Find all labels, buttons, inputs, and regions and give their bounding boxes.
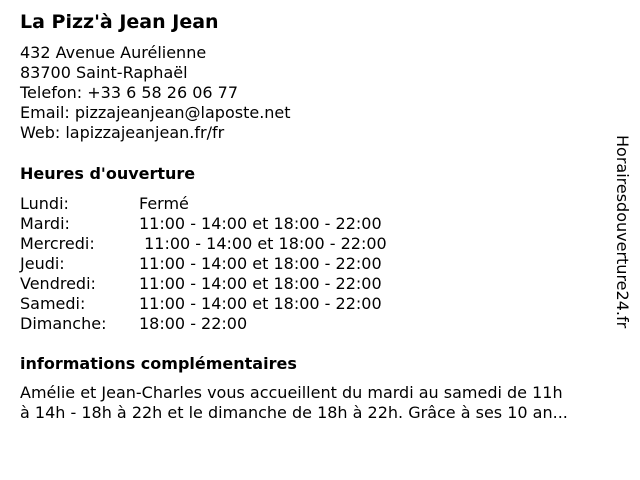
info-title: informations complémentaires [20,354,297,373]
hours-time: 11:00 - 14:00 et 18:00 - 22:00 [139,234,387,253]
info-line: Amélie et Jean-Charles vous accueillent du mardi au samedi de 11h [20,383,563,402]
address-line1: 432 Avenue Aurélienne [20,43,207,62]
hours-row-vendredi [20,274,387,294]
restaurant-name: La Pizz'à Jean Jean [20,11,219,33]
info-description [20,383,620,423]
hours-day: Lundi: [20,194,69,213]
contact-block [20,43,291,143]
site-watermark: Horairesdouverture24.fr [613,135,632,329]
hours-time: 11:00 - 14:00 et 18:00 - 22:00 [139,254,382,273]
hours-time: 11:00 - 14:00 et 18:00 - 22:00 [139,294,382,313]
hours-day: Jeudi: [20,254,65,273]
info-line: à 14h - 18h à 22h et le dimanche de 18h à 22h. Grâce à ses 10 an... [20,403,568,422]
hours-row-mardi [20,214,387,234]
hours-time: 18:00 - 22:00 [139,314,248,333]
hours-day: Samedi: [20,294,86,313]
hours-day: Mercredi: [20,234,95,253]
address-line2: 83700 Saint-Raphaël [20,63,188,82]
hours-time: 11:00 - 14:00 et 18:00 - 22:00 [139,214,382,233]
hours-row-lundi [20,194,387,214]
hours-title: Heures d'ouverture [20,164,196,183]
hours-row-samedi [20,294,387,314]
hours-table [20,194,387,334]
hours-row-dimanche [20,314,387,334]
hours-day: Dimanche: [20,314,107,333]
phone: Telefon: +33 6 58 26 06 77 [20,83,239,102]
hours-time: 11:00 - 14:00 et 18:00 - 22:00 [139,274,382,293]
hours-day: Mardi: [20,214,70,233]
hours-day: Vendredi: [20,274,96,293]
hours-time: Fermé [139,194,189,213]
email: Email: pizzajeanjean@laposte.net [20,103,291,122]
hours-row-jeudi [20,254,387,274]
hours-row-mercredi [20,234,387,254]
website: Web: lapizzajeanjean.fr/fr [20,123,225,142]
